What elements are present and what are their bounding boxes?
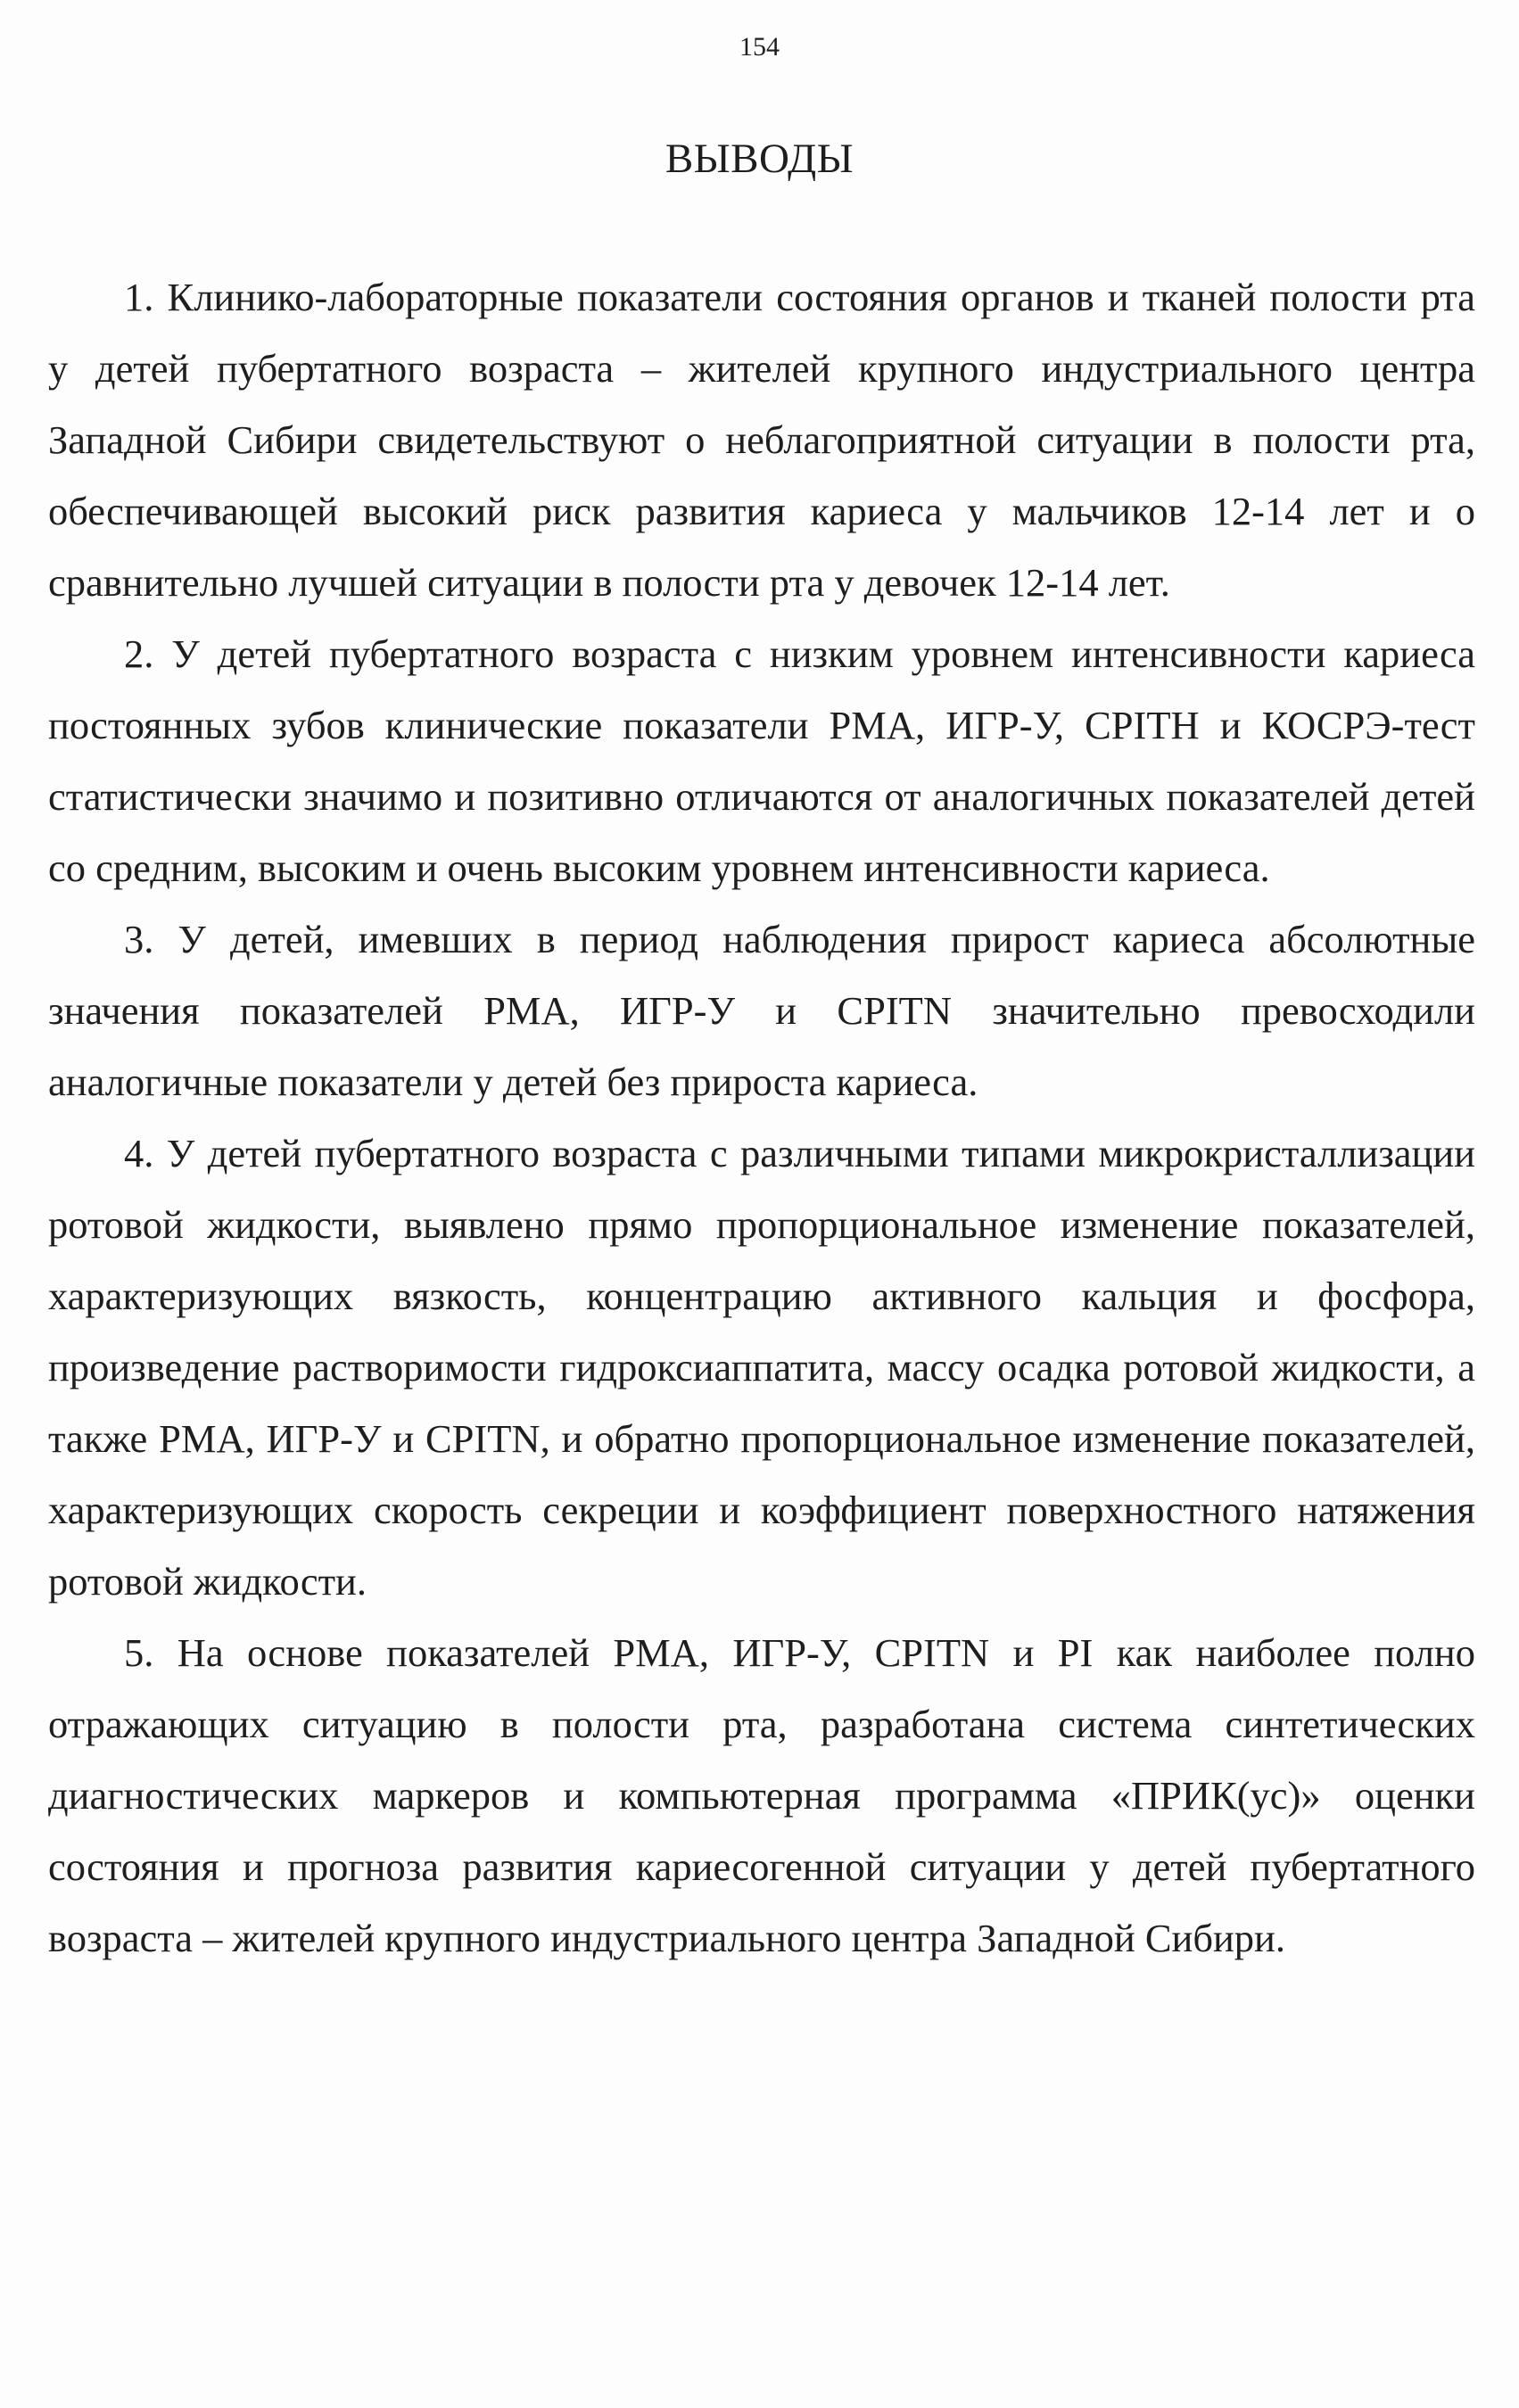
page-title: ВЫВОДЫ [665, 136, 854, 182]
conclusion-paragraph-3: 3. У детей, имевших в период наблюдения прирост кариеса абсолютные значения показателей РМА, ИГР-У и CPITN значительно превосходили аналогичные показатели у детей без прироста кариеса. [48, 917, 1475, 1104]
conclusions-list [48, 261, 1475, 1974]
conclusion-paragraph-1: 1. Клинико-лабораторные показатели состояния органов и тканей полости рта у детей пубертатного возраста – жителей крупного индустриального центра Западной Сибири свидетельствуют о неблагоприятной ситуации в полости рта, обеспечивающей высокий риск развития кариеса у мальчиков 12-14 лет и о сравнительно лучшей ситуации в полости рта у девочек 12-14 лет. [48, 275, 1475, 605]
conclusion-paragraph-2: 2. У детей пубертатного возраста с низким уровнем интенсивности кариеса постоянных зубов клинические показатели РМА, ИГР-У, CPITH и КОСРЭ-тест статистически значимо и позитивно отличаются от аналогичных показателей детей со средним, высоким и очень высоким уровнем интенсивности кариеса. [48, 631, 1475, 890]
conclusion-paragraph-4: 4. У детей пубертатного возраста с различными типами микрокристаллизации ротовой жидкости, выявлено прямо пропорциональное изменение показателей, характеризующих вязкость, концентрацию активного кальция и фосфора, произведение растворимости гидроксиаппатита, массу осадка ротовой жидкости, а также РМА, ИГР-У и CPITN, и обратно пропорциональное изменение показателей, характеризующих скорость секреции и коэффициент поверхностного натяжения ротовой жидкости. [48, 1131, 1475, 1604]
conclusion-paragraph-5: 5. На основе показателей РМА, ИГР-У, CPITN и PI как наиболее полно отражающих ситуацию в полости рта, разработана система синтетических диагностических маркеров и компьютерная программа «ПРИК(ус)» оценки состояния и прогноза развития кариесогенной ситуации у детей пубертатного возраста – жителей крупного индустриального центра Западной Сибири. [48, 1630, 1475, 1960]
page-number: 154 [739, 32, 780, 62]
